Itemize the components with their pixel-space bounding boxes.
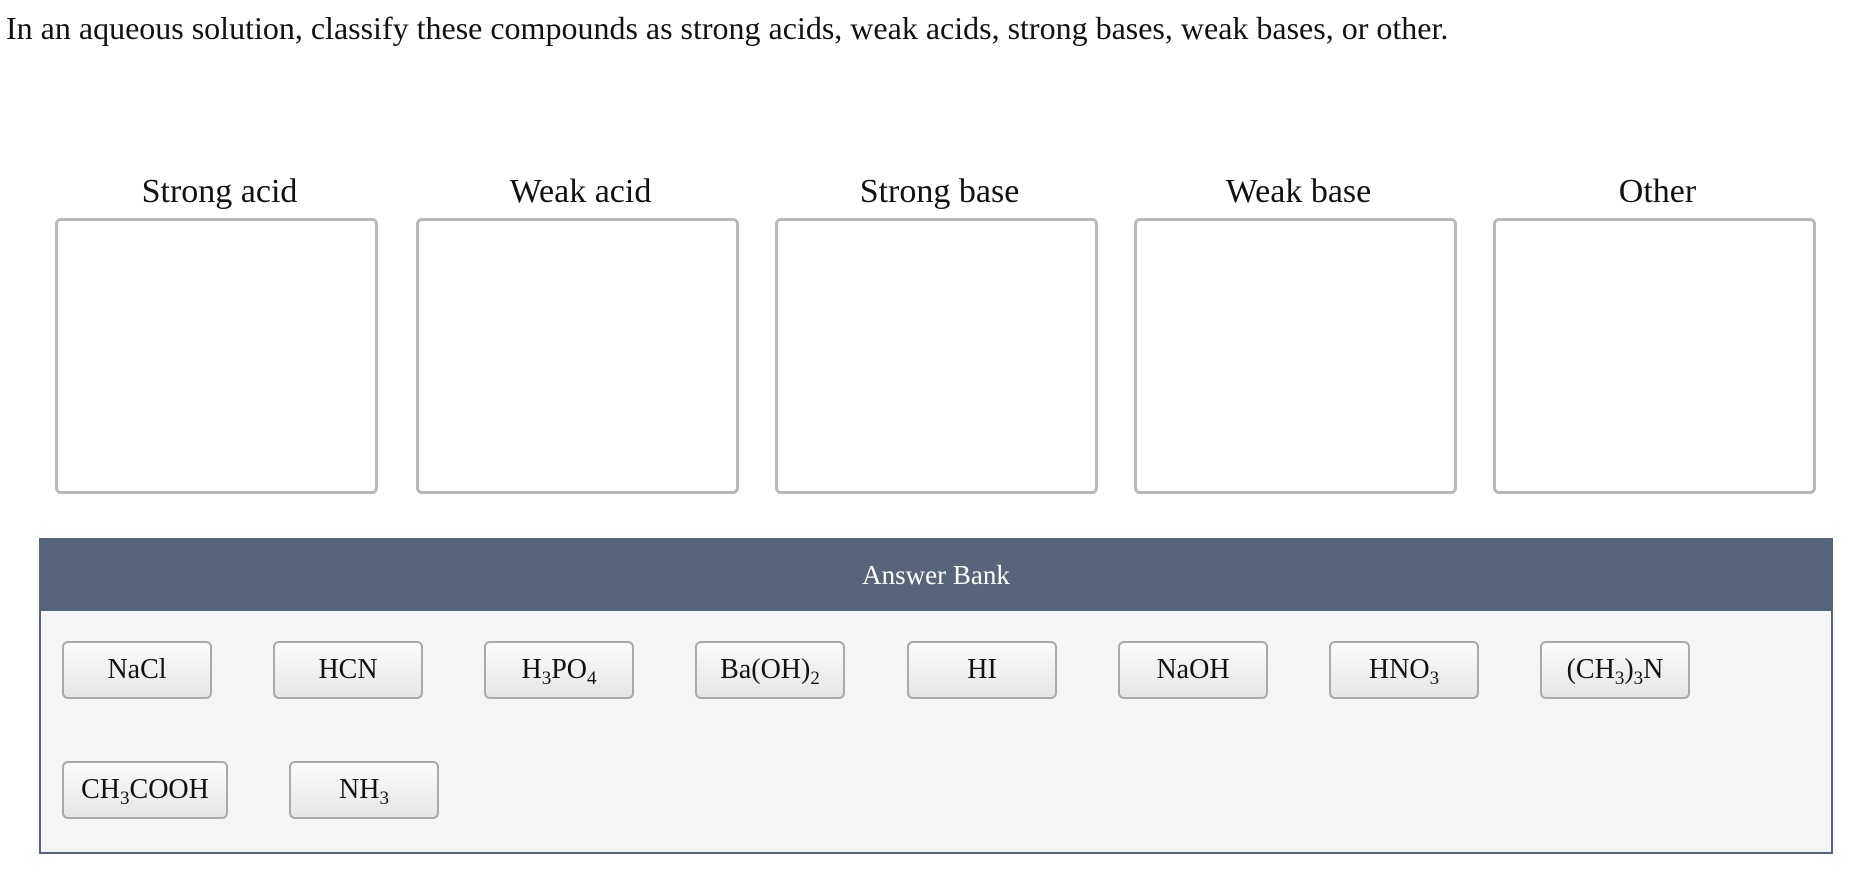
drop-zone-strong-acid[interactable] xyxy=(55,218,378,494)
category-label: Weak acid xyxy=(509,173,652,210)
answer-bank-title: Answer Bank xyxy=(41,540,1831,611)
drop-zone-weak-acid[interactable] xyxy=(416,218,739,494)
category-columns xyxy=(55,170,1825,500)
category-label: Strong base xyxy=(859,173,1020,210)
answer-chip-ch33n[interactable]: $(CH_3)_3N$ xyxy=(1540,641,1690,699)
category-label: Weak base xyxy=(1225,173,1372,210)
answer-chip-nacl[interactable]: NaCl xyxy=(62,641,212,699)
category-strong-acid xyxy=(55,170,384,214)
category-strong-base xyxy=(775,170,1104,214)
drop-zone-weak-base[interactable] xyxy=(1134,218,1457,494)
category-other xyxy=(1493,170,1822,214)
category-label: Strong acid xyxy=(141,173,298,210)
answer-chip-naoh[interactable]: NaOH xyxy=(1118,641,1268,699)
drop-zone-other[interactable] xyxy=(1493,218,1816,494)
answer-chip-nh3[interactable]: $NH_3$ xyxy=(289,761,439,819)
answer-chip-baoh2[interactable]: $Ba(OH)_2$ xyxy=(695,641,845,699)
answer-chip-ch3cooh[interactable]: $CH_3COOH$ xyxy=(62,761,228,819)
answer-chip-hno3[interactable]: $HNO_3$ xyxy=(1329,641,1479,699)
category-weak-acid xyxy=(416,170,745,214)
answer-chip-h3po4[interactable]: $H_3PO_4$ xyxy=(484,641,634,699)
drop-zone-strong-base[interactable] xyxy=(775,218,1098,494)
question-text: In an aqueous solution, classify these compounds as strong acids, weak acids, strong bases, weak bases, or other. xyxy=(6,10,1449,46)
answer-chip-hcn[interactable]: HCN xyxy=(273,641,423,699)
category-weak-base xyxy=(1134,170,1463,214)
answer-chip-hi[interactable]: HI xyxy=(907,641,1057,699)
category-label: Other xyxy=(1618,173,1697,210)
answer-bank xyxy=(39,538,1833,854)
